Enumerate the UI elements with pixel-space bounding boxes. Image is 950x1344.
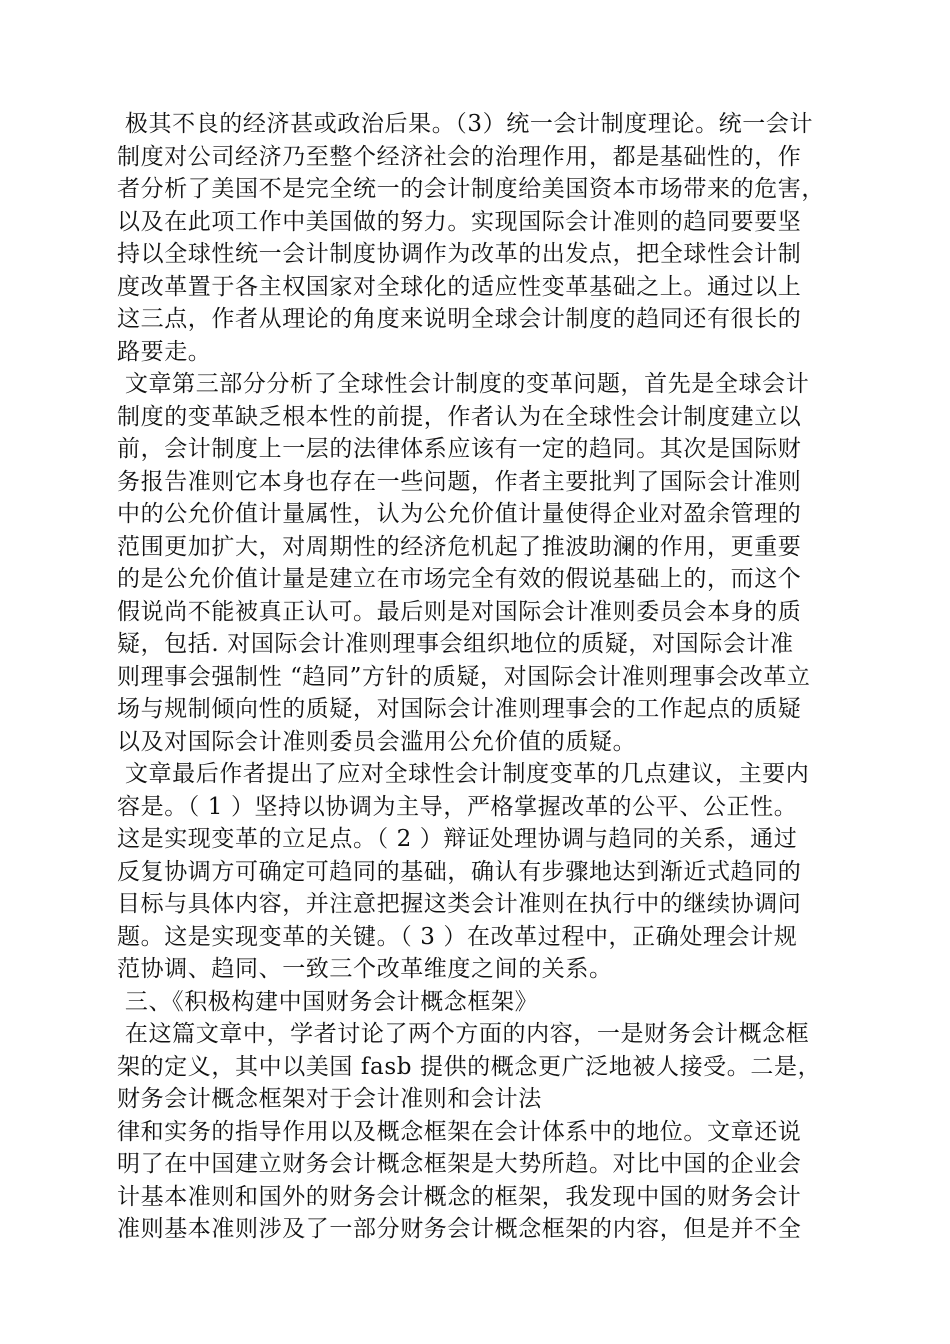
text-line: 文章第三部分分析了全球性会计制度的变革问题，首先是全球会计 [117,371,810,397]
text-line: 范围更加扩大，对周期性的经济危机起了推波助澜的作用，更重要 [117,533,802,560]
text-line: 律和实务的指导作用以及概念框架在会计体系中的地位。文章还说 [117,1118,802,1145]
text-line: 制度的变革缺乏根本性的前提，作者认为在全球性会计制度建立以 [117,403,802,430]
text-line: 场与规制倾向性的质疑，对国际会计准则理事会的工作起点的质疑 [117,696,802,722]
text-line: 务报告准则它本身也存在一些问题，作者主要批判了国际会计准则 [117,468,802,495]
text-line: 持以全球性统一会计制度协调作为改革的出发点，把全球性会计制 [117,241,802,267]
text-line: 容是。（ 1 ）坚持以协调为主导，严格掌握改革的公平、公正性。 [117,793,798,820]
text-line: 反复协调方可确定可趋同的基础，确认有步骤地达到渐近式趋同的 [117,858,802,885]
text-line: 计基本准则和国外的财务会计概念的框架，我发现中国的财务会计 [117,1183,802,1210]
text-line: 以及在此项工作中美国做的努力。实现国际会计准则的趋同要要坚 [117,208,802,235]
text-line: 这三点，作者从理论的角度来说明全球会计制度的趋同还有很长的 [117,306,802,332]
text-line: 在这篇文章中，学者讨论了两个方面的内容，一是财务会计概念框 [117,1021,810,1047]
text-line: 则理事会强制性 “趋同”方针的质疑，对国际会计准则理事会改革立 [117,663,811,690]
text-line: 假说尚不能被真正认可。最后则是对国际会计准则委员会本身的质 [117,598,802,625]
text-line: 财务会计概念框架对于会计准则和会计法 [117,1086,542,1112]
text-line: 前，会计制度上一层的法律体系应该有一定的趋同。其次是国际财 [117,436,802,462]
text-line: 疑，包括. 对国际会计准则理事会组织地位的质疑，对国际会计准 [117,631,794,657]
text-line: 度改革置于各主权国家对全球化的适应性变革基础之上。通过以上 [117,273,802,300]
text-line: 路要走。 [117,338,212,365]
text-line: 的是公允价值计量是建立在市场完全有效的假说基础上的，而这个 [117,566,802,592]
text-line: 这是实现变革的立足点。（ 2 ）辩证处理协调与趋同的关系，通过 [117,826,798,852]
text-line: 以及对国际会计准则委员会滥用公允价值的质疑。 [117,728,637,755]
text-line: 极其不良的经济甚或政治后果。（3）统一会计制度理论。统一会计 [117,111,814,137]
text-line: 文章最后作者提出了应对全球性会计制度变革的几点建议，主要内 [117,761,810,787]
body-text [117,108,837,1246]
text-line: 准则基本准则涉及了一部分财务会计概念框架的内容，但是并不全 [117,1216,802,1242]
text-line: 题。这是实现变革的关键。（ 3 ）在改革过程中，正确处理会计规 [117,923,798,950]
text-line: 中的公允价值计量属性，认为公允价值计量使得企业对盈余管理的 [117,501,802,527]
text-line: 制度对公司经济乃至整个经济社会的治理作用，都是基础性的，作 [117,143,802,170]
text-line: 范协调、趋同、一致三个改革维度之间的关系。 [117,956,613,982]
text-line: 三、《积极构建中国财务会计概念框架》 [117,988,539,1015]
text-line: 明了在中国建立财务会计概念框架是大势所趋。对比中国的企业会 [117,1151,802,1177]
text-line: 者分析了美国不是完全统一的会计制度给美国资本市场带来的危害， [117,176,825,202]
text-line: 目标与具体内容，并注意把握这类会计准则在执行中的继续协调问 [117,891,802,917]
text-line: 架的定义，其中以美国 fasb 提供的概念更广泛地被人接受。二是， [117,1053,822,1080]
